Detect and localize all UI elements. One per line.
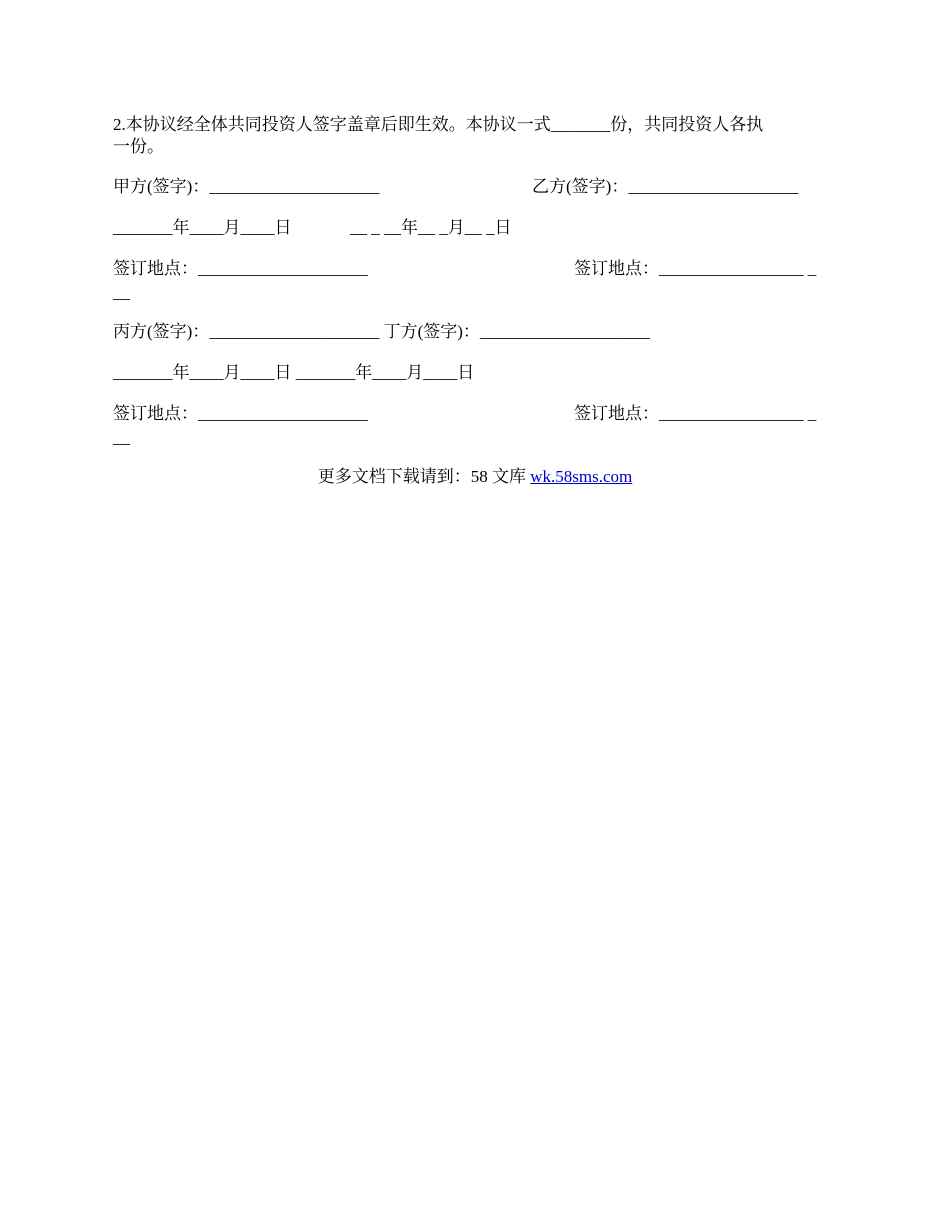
- date-row-1-left: _______年____月____日: [113, 218, 292, 237]
- signing-place-d-wrap: __: [113, 428, 130, 447]
- signing-place-b: 签订地点：_________________ _: [574, 259, 817, 278]
- signing-place-a: 签订地点：____________________: [113, 259, 368, 278]
- clause-line-2: 一份。: [113, 137, 164, 156]
- footer-link[interactable]: wk.58sms.com: [530, 467, 633, 486]
- signing-place-d: 签订地点：_________________ _: [574, 404, 817, 423]
- party-a-signature: 甲方(签字)：____________________: [113, 177, 380, 196]
- clause-line-1: 2.本协议经全体共同投资人签字盖章后即生效。本协议一式_______份，共同投资人各执: [113, 115, 764, 134]
- date-row-2: _______年____月____日 _______年____月____日: [113, 363, 475, 382]
- footer-text: 更多文档下载请到：58 文库: [317, 467, 531, 486]
- footer: [0, 467, 950, 487]
- date-row-1-right: __ _ __年__ _月__ _日: [350, 218, 512, 237]
- signing-place-c: 签订地点：____________________: [113, 404, 368, 423]
- signing-place-b-wrap: __: [113, 283, 130, 302]
- party-b-signature: 乙方(签字)：____________________: [532, 177, 799, 196]
- party-c-d-signature: 丙方(签字)：____________________ 丁方(签字)：____________________: [113, 322, 650, 341]
